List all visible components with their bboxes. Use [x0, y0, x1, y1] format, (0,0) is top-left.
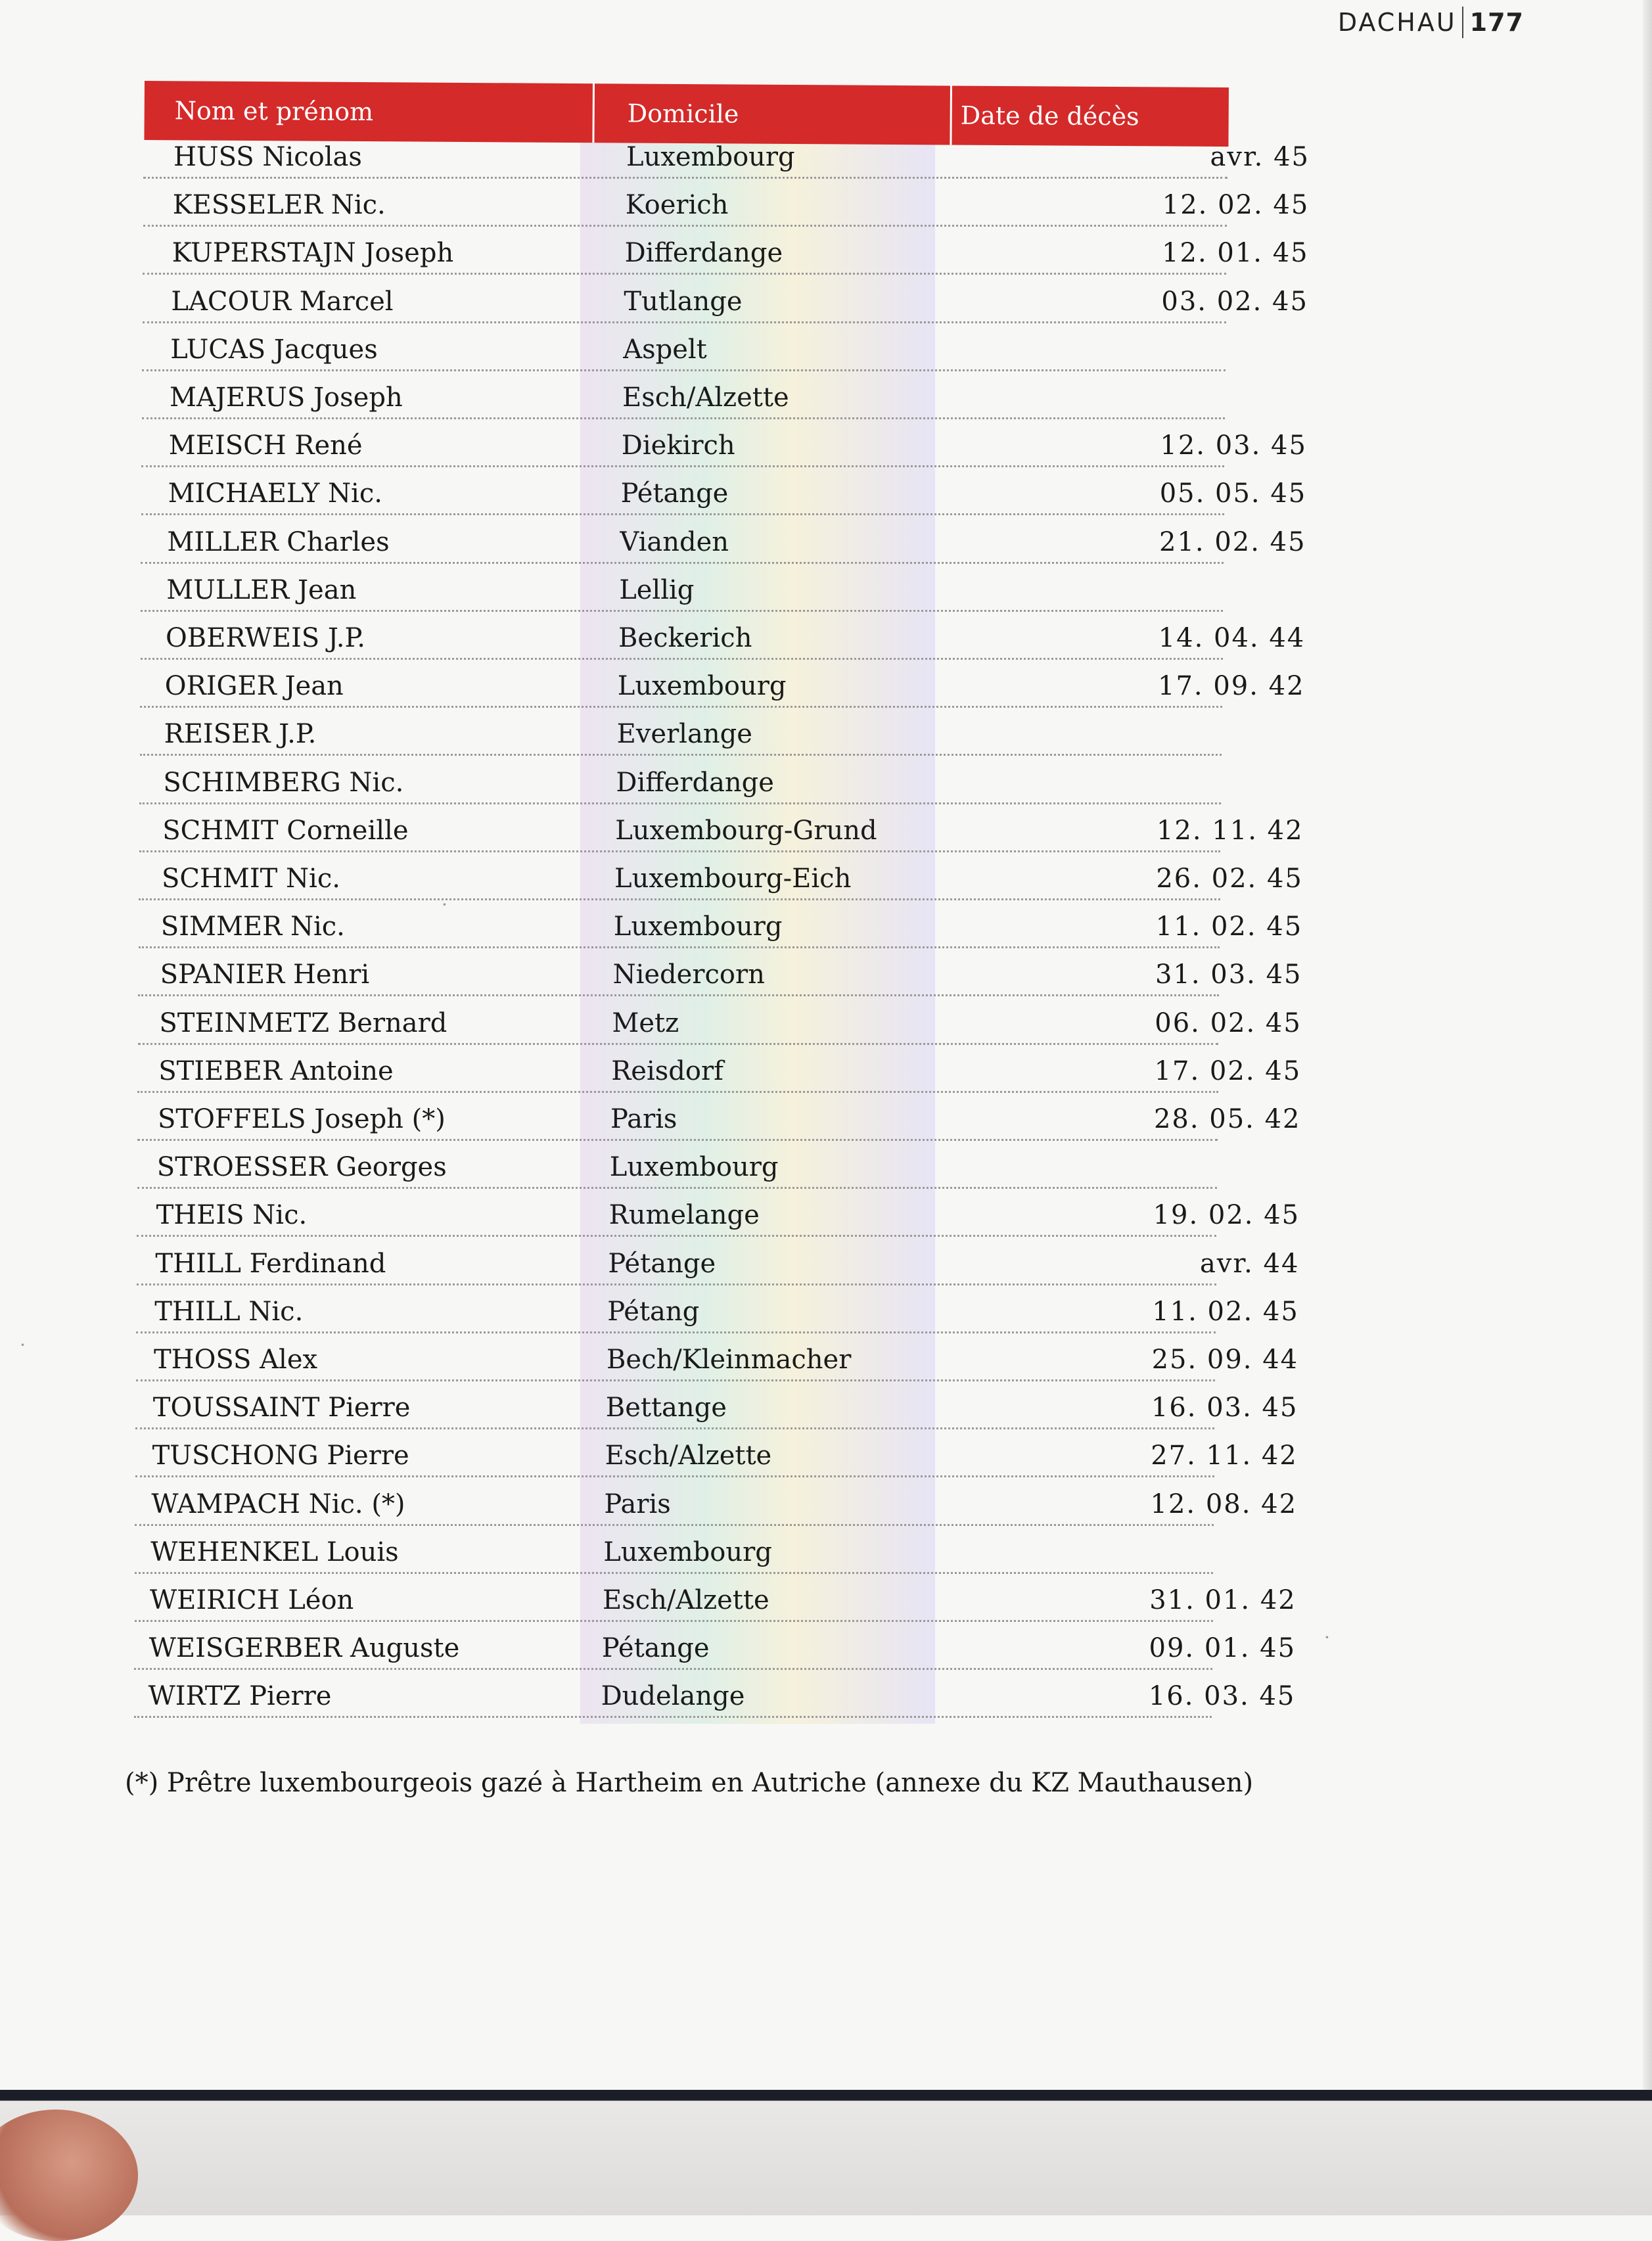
cell-domicile: Lellig [619, 574, 695, 605]
cell-name: OBERWEIS J.P. [166, 623, 366, 653]
cell-date: 16. 03. 45 [1148, 1681, 1296, 1712]
cell-name: ORIGER Jean [164, 671, 344, 702]
table-row [135, 1427, 1298, 1477]
table-row [137, 1043, 1302, 1093]
table-row [137, 1091, 1301, 1141]
cell-name: THOSS Alex [154, 1345, 318, 1375]
table-row [134, 1668, 1296, 1718]
cell-name: WAMPACH Nic. (*) [151, 1489, 405, 1519]
cell-date: 17. 09. 42 [1158, 671, 1305, 702]
scan-speck: · [1324, 1627, 1330, 1648]
cell-name: TOUSSAINT Pierre [152, 1393, 411, 1423]
cell-name: SPANIER Henri [160, 959, 370, 990]
cell-domicile: Luxembourg [603, 1536, 772, 1567]
cell-date: 11. 02. 45 [1152, 1296, 1299, 1327]
cell-domicile: Dudelange [601, 1681, 745, 1712]
cell-domicile: Paris [604, 1489, 671, 1519]
cell-date [961, 754, 1304, 802]
cell-domicile: Beckerich [618, 623, 752, 653]
table-row [141, 610, 1306, 660]
cell-date: 31. 03. 45 [1155, 959, 1302, 990]
cell-domicile: Esch/Alzette [603, 1585, 769, 1615]
table-row [139, 802, 1304, 852]
cell-domicile: Diekirch [621, 430, 735, 461]
cell-name: MICHAELY Nic. [168, 478, 382, 509]
table-row [136, 1283, 1299, 1333]
cell-domicile: Differdange [616, 767, 774, 798]
cell-name: HUSS Nicolas [173, 142, 362, 172]
cell-date: avr. 44 [1199, 1248, 1300, 1279]
table-row [141, 514, 1306, 564]
cell-domicile: Koerich [625, 190, 729, 221]
cell-domicile: Differdange [624, 238, 783, 269]
cell-date [963, 369, 1308, 417]
cell-date: 25. 09. 44 [1151, 1345, 1299, 1375]
cell-name: SCHIMBERG Nic. [163, 767, 404, 798]
table-row [138, 995, 1302, 1045]
cell-name: MEISCH René [168, 430, 363, 461]
cell-date: 06. 02. 45 [1155, 1007, 1302, 1038]
cell-domicile: Luxembourg [626, 142, 795, 172]
cell-date: 28. 05. 42 [1153, 1104, 1301, 1134]
table-row [143, 273, 1308, 323]
table-row [143, 177, 1310, 227]
cell-date: 19. 02. 45 [1153, 1200, 1300, 1231]
footnote: (*) Prêtre luxembourgeois gazé à Hartheim en Autriche (annexe du KZ Mauthausen) [125, 1768, 1254, 1798]
cell-domicile: Pétange [601, 1633, 710, 1664]
table-row [135, 1476, 1298, 1526]
cell-domicile: Luxembourg [617, 671, 787, 702]
cell-date: 26. 02. 45 [1156, 864, 1303, 894]
cell-date: 12. 03. 45 [1160, 430, 1307, 461]
cell-name: MAJERUS Joseph [170, 382, 403, 413]
scan-speck: · [20, 1334, 26, 1356]
scan-speck: · [442, 894, 447, 915]
cell-date: 05. 05. 45 [1159, 478, 1307, 509]
cell-date: 16. 03. 45 [1151, 1393, 1298, 1423]
table-row [142, 369, 1226, 419]
cell-name: KESSELER Nic. [172, 190, 386, 221]
table-row [134, 1620, 1296, 1670]
cell-date [956, 1524, 1296, 1572]
cell-domicile: Esch/Alzette [622, 382, 789, 413]
cell-domicile: Aspelt [623, 334, 707, 365]
cell-date [961, 706, 1304, 754]
cell-name: STOFFELS Joseph (*) [158, 1104, 446, 1134]
cell-domicile: Metz [612, 1007, 679, 1038]
cell-domicile: Bettange [605, 1393, 727, 1423]
table-row [139, 754, 1221, 804]
table-row [137, 1187, 1300, 1237]
cell-date: 21. 02. 45 [1159, 526, 1306, 557]
table-row [141, 562, 1223, 612]
table-row [136, 1331, 1299, 1381]
cell-name: WEISGERBER Auguste [149, 1633, 460, 1664]
cell-name: STEINMETZ Bernard [159, 1007, 447, 1038]
cell-domicile: Vianden [620, 526, 729, 557]
table-row [135, 1524, 1213, 1574]
table-row [135, 1572, 1296, 1622]
cell-name: WIRTZ Pierre [148, 1681, 332, 1712]
table-row [143, 225, 1309, 275]
cell-domicile: Esch/Alzette [605, 1441, 772, 1471]
cell-date: 03. 02. 45 [1161, 286, 1308, 317]
cell-domicile: Tutlange [624, 286, 743, 317]
cell-name: LACOUR Marcel [171, 286, 394, 317]
cell-name: SIMMER Nic. [160, 912, 345, 942]
cell-name: MILLER Charles [167, 526, 390, 557]
cell-name: THILL Nic. [154, 1296, 304, 1327]
cell-date [962, 562, 1306, 610]
cell-date: avr. 45 [1210, 142, 1310, 172]
cell-date: 31. 01. 42 [1149, 1585, 1296, 1615]
cell-domicile: Niedercorn [612, 959, 765, 990]
cell-domicile: Paris [610, 1104, 677, 1134]
cell-date: 12. 08. 42 [1150, 1489, 1298, 1519]
cell-domicile: Everlange [616, 719, 752, 750]
cell-name: WEHENKEL Louis [150, 1536, 399, 1567]
cell-domicile: Luxembourg-Grund [615, 815, 877, 846]
header-date: Date de décès [960, 101, 1139, 131]
table-row [140, 706, 1222, 756]
cell-name: REISER J.P. [164, 719, 317, 750]
cell-date: 09. 01. 45 [1149, 1633, 1296, 1664]
cell-name: THILL Ferdinand [155, 1248, 386, 1279]
cell-domicile: Luxembourg-Eich [614, 864, 852, 894]
table-row [143, 129, 1310, 179]
cell-date: 12. 11. 42 [1156, 815, 1304, 846]
cell-name: KUPERSTAJN Joseph [172, 238, 454, 269]
cell-date [959, 1139, 1300, 1187]
page-edge [1643, 0, 1652, 2090]
header-domicile: Domicile [627, 99, 739, 129]
cell-domicile: Rumelange [608, 1200, 760, 1231]
cell-name: WEIRICH Léon [150, 1585, 354, 1615]
table-row [138, 946, 1302, 996]
table-row [137, 1236, 1300, 1285]
cell-domicile: Reisdorf [611, 1055, 723, 1086]
cell-name: TUSCHONG Pierre [152, 1441, 409, 1471]
cell-domicile: Bech/Kleinmacher [607, 1345, 852, 1375]
table-row [141, 465, 1307, 515]
cell-name: SCHMIT Nic. [162, 864, 340, 894]
cell-date [963, 321, 1308, 369]
scanner-bottom-band [0, 2090, 1652, 2215]
page-number: 177 [1469, 8, 1524, 37]
cell-date: 12. 01. 45 [1162, 238, 1309, 269]
cell-domicile: Pétange [620, 478, 729, 509]
table-row [140, 658, 1305, 708]
cell-date: 14. 04. 44 [1158, 623, 1306, 653]
table-row [142, 321, 1226, 371]
table-row [139, 850, 1303, 900]
cell-domicile: Pétange [608, 1248, 716, 1279]
cell-date: 27. 11. 42 [1151, 1441, 1298, 1471]
section-title: DACHAU [1337, 8, 1457, 37]
cell-date: 12. 02. 45 [1162, 190, 1310, 221]
cell-date: 11. 02. 45 [1155, 912, 1303, 942]
table-row [135, 1379, 1298, 1429]
table-row [141, 417, 1307, 467]
table-row [137, 1139, 1218, 1189]
cell-name: STROESSER Georges [156, 1152, 447, 1183]
header-name: Nom et prénom [174, 96, 374, 127]
cell-name: STIEBER Antoine [158, 1055, 394, 1086]
cell-domicile: Luxembourg [609, 1152, 779, 1183]
cell-name: MULLER Jean [166, 574, 357, 605]
cell-name: SCHMIT Corneille [162, 815, 409, 846]
cell-name: THEIS Nic. [156, 1200, 308, 1231]
cell-domicile: Luxembourg [613, 912, 783, 942]
cell-name: LUCAS Jacques [170, 334, 378, 365]
cell-domicile: Pétang [607, 1296, 700, 1327]
cell-date: 17. 02. 45 [1154, 1055, 1302, 1086]
table-row [139, 898, 1303, 948]
